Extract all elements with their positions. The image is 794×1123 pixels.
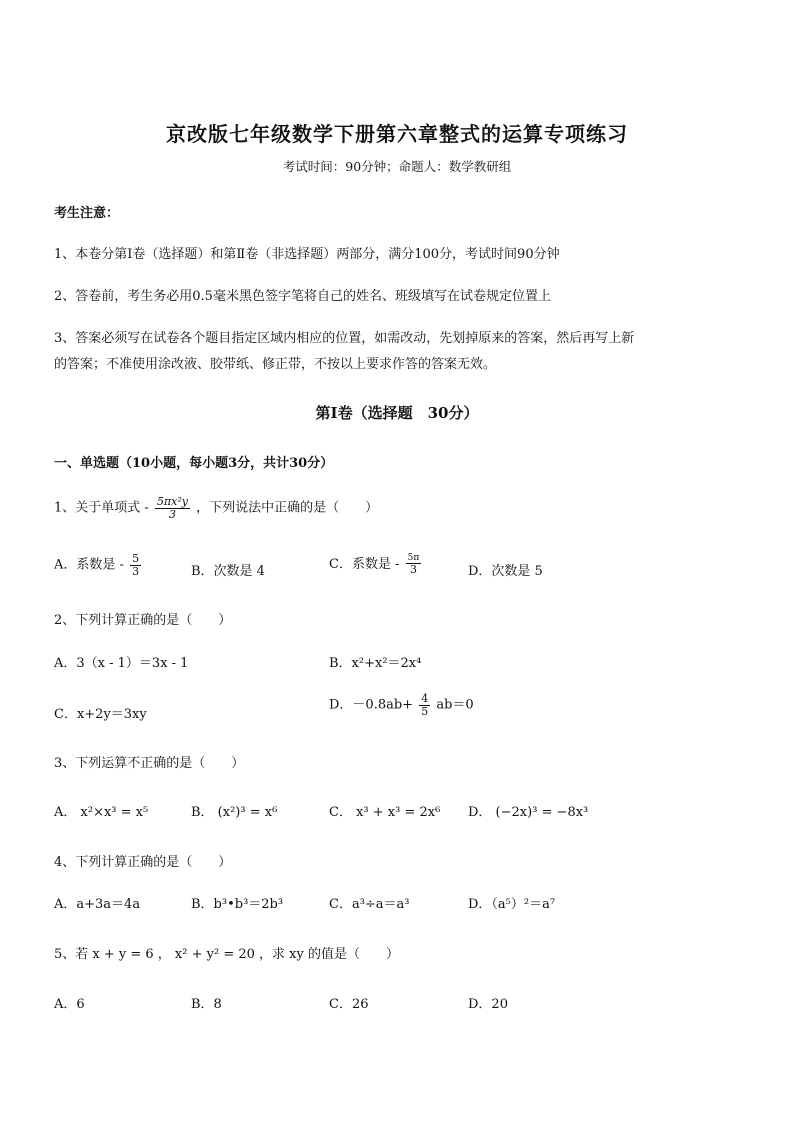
section-heading: 一、单选题（10小题，每小题3分，共计30分）	[54, 456, 334, 471]
q2-option-d[interactable]	[329, 693, 474, 717]
q2-option-c[interactable]: C．x+2y＝3xy	[54, 707, 147, 722]
q1-c-den: 3	[409, 562, 417, 576]
q4-option-d[interactable]: D．（a⁵）²＝a⁷	[468, 897, 556, 912]
q1-suffix: ，下列说法中正确的是（ ）	[196, 500, 379, 516]
q5-option-d[interactable]: D．20	[468, 997, 508, 1012]
question-5: 5、若 x + y = 6 ， x² + y² = 20 ，求 xy 的值是（ ）	[54, 947, 399, 962]
q4-option-c[interactable]: C．a³÷a＝a³	[329, 897, 410, 912]
notice-item-3-cont: 的答案；不准使用涂改液、胶带纸、修正带，不按以上要求作答的答案无效。	[54, 357, 497, 372]
question-2: 2、下列计算正确的是（ ）	[54, 613, 232, 628]
q1-a-fraction	[130, 553, 141, 577]
q2-d-num: 4	[421, 692, 429, 705]
notice-item-2: 2、答卷前，考生务必用0.5毫米黑色签字笔将自己的姓名、班级填写在试卷规定位置上	[54, 289, 551, 304]
q1-c-fraction	[406, 554, 422, 576]
q1-option-c[interactable]	[329, 553, 423, 576]
q1-option-d[interactable]: D．次数是 5	[468, 564, 543, 579]
question-1	[54, 496, 378, 520]
notice-item-3: 3、答案必须写在试卷各个题目指定区域内相应的位置，如需改动，先划掉原来的答案，然后再写上新	[54, 331, 635, 346]
q2-d-den: 5	[421, 704, 429, 718]
q5-option-a[interactable]: A．6	[54, 997, 85, 1012]
q1-c-num: 5π	[407, 552, 420, 563]
q2-d-label: D．－0.8ab+	[329, 697, 414, 713]
exam-info: 考试时间：90分钟；命题人：数学教研组	[282, 159, 512, 174]
q1-c-label: C．系数是 -	[329, 557, 400, 572]
q1-a-label: A．系数是 -	[54, 557, 124, 573]
q3-option-a[interactable]: A． x²×x³ = x⁵	[54, 805, 149, 820]
q5-option-c[interactable]: C．26	[329, 997, 369, 1012]
q1-option-a[interactable]	[54, 553, 143, 577]
part-title: 第Ⅰ卷（选择题 30分）	[315, 404, 479, 422]
q2-d-suffix: ab＝0	[436, 697, 474, 713]
q1-prefix: 1、关于单项式 -	[54, 500, 149, 516]
q1-a-den: 3	[132, 564, 140, 578]
question-4: 4、下列计算正确的是（ ）	[54, 855, 232, 870]
notice-heading: 考生注意：	[54, 206, 120, 221]
q1-fraction	[155, 496, 190, 520]
q2-option-a[interactable]: A．3（x - 1）＝3x - 1	[54, 656, 189, 671]
notice-item-1: 1、本卷分第Ⅰ卷（选择题）和第Ⅱ卷（非选择题）两部分，满分100分，考试时间90分钟	[54, 247, 560, 262]
question-3: 3、下列运算不正确的是（ ）	[54, 756, 245, 771]
q4-option-a[interactable]: A．a+3a＝4a	[54, 897, 141, 912]
q3-option-c[interactable]: C． x³ + x³ = 2x⁶	[329, 805, 441, 820]
q3-option-b[interactable]: B． (x²)³ = x⁶	[191, 805, 278, 820]
q1-frac-num: 5πx²y	[156, 495, 188, 508]
q4-option-b[interactable]: B．b³•b³＝2b³	[191, 897, 284, 912]
page-title: 京改版七年级数学下册第六章整式的运算专项练习	[166, 122, 628, 146]
q5-option-b[interactable]: B．8	[191, 997, 222, 1012]
q2-d-fraction	[419, 693, 430, 717]
q1-frac-den: 3	[168, 507, 176, 521]
q3-option-d[interactable]: D． (−2x)³ = −8x³	[468, 805, 589, 820]
q1-a-num: 5	[132, 552, 140, 565]
q2-option-b[interactable]: B．x²+x²＝2x⁴	[329, 656, 422, 671]
q1-option-b[interactable]: B．次数是 4	[191, 564, 265, 579]
